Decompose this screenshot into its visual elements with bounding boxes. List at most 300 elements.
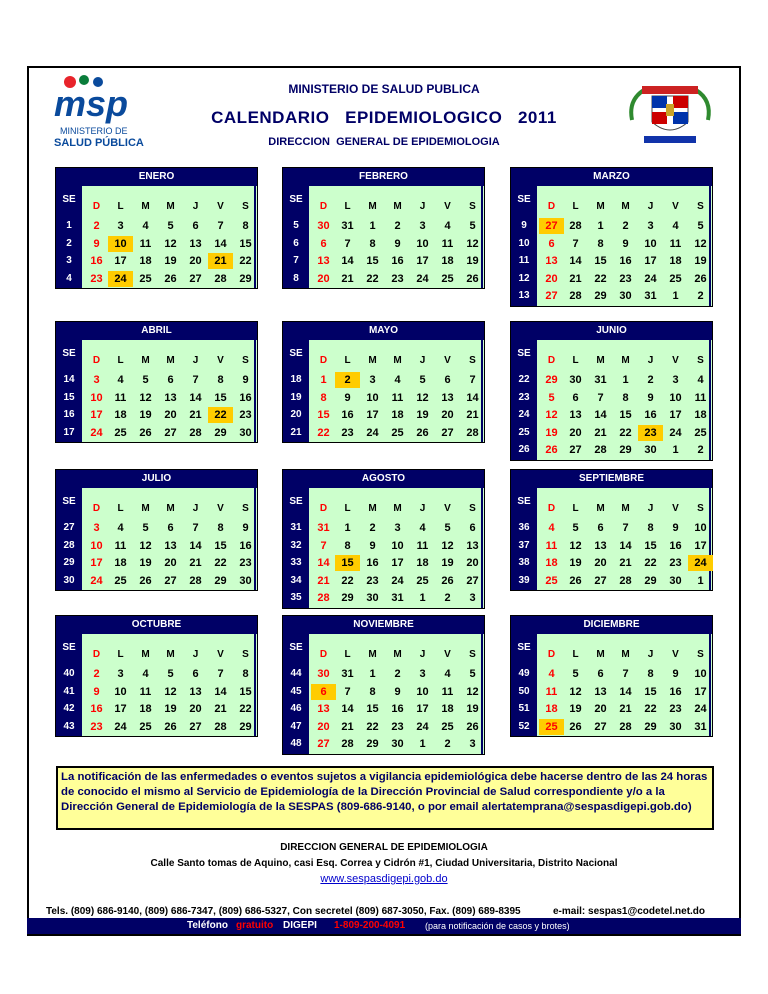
week-number: 23 bbox=[518, 391, 530, 403]
week-row bbox=[511, 407, 712, 423]
week-row bbox=[56, 538, 257, 554]
week-number: 8 bbox=[293, 272, 299, 284]
day-cell: 4 bbox=[419, 522, 426, 534]
day-cell: 2 bbox=[647, 374, 654, 386]
day-cell: 13 bbox=[569, 409, 582, 421]
day-cell: 20 bbox=[594, 703, 607, 715]
week-number: 33 bbox=[290, 557, 302, 568]
day-cell: 9 bbox=[672, 522, 679, 534]
day-cell: 1 bbox=[344, 522, 351, 534]
week-row bbox=[283, 719, 484, 735]
day-cell: 28 bbox=[594, 444, 607, 456]
week-row bbox=[511, 666, 712, 682]
day-cell: 6 bbox=[572, 391, 579, 404]
day-cell: 25 bbox=[416, 574, 429, 587]
day-header: S bbox=[697, 649, 704, 660]
day-cell: 13 bbox=[164, 391, 177, 404]
svg-text:msp: msp bbox=[54, 83, 129, 124]
month-name: MAYO bbox=[283, 322, 484, 340]
day-cell: 26 bbox=[466, 720, 479, 733]
day-cell: 25 bbox=[114, 426, 127, 439]
day-cell: 21 bbox=[466, 409, 479, 421]
day-cell: 26 bbox=[139, 426, 152, 439]
day-cell: 15 bbox=[366, 255, 379, 267]
day-cell: 20 bbox=[189, 703, 202, 715]
day-cell: 9 bbox=[93, 237, 100, 250]
week-number: 40 bbox=[63, 668, 75, 679]
week-row bbox=[511, 425, 712, 441]
notice-box: La notificación de las enfermedades o eventos sujetos a vigilancia epidemiológica debe hacerse dentro de las 24 horas de conocido el mismo al Servicio de Epidemiología de la Dirección Provincial de Salud correspondiente y/o a la Dirección General de Epidemiología de la SESPAS (809-686-9140, o por email alertatemprana@sespasdigepi.gob.do) bbox=[56, 766, 714, 830]
week-row bbox=[511, 538, 712, 554]
day-header: M bbox=[393, 355, 402, 366]
day-cell: 20 bbox=[441, 409, 454, 421]
day-cell: 28 bbox=[619, 720, 632, 733]
month-name: ENERO bbox=[56, 168, 257, 186]
day-cell: 1 bbox=[672, 444, 679, 456]
day-cell: 5 bbox=[167, 220, 174, 232]
week-row bbox=[511, 573, 712, 589]
week-row bbox=[511, 555, 712, 571]
day-header: D bbox=[92, 503, 101, 514]
day-header: D bbox=[319, 201, 328, 212]
week-number: 43 bbox=[63, 720, 75, 732]
day-cell: 16 bbox=[239, 391, 252, 404]
day-cell: 22 bbox=[619, 426, 632, 439]
day-cell: 11 bbox=[391, 391, 404, 404]
day-header-row bbox=[56, 501, 257, 517]
day-cell: 23 bbox=[341, 426, 354, 439]
day-cell: 12 bbox=[569, 685, 582, 698]
day-header: S bbox=[242, 649, 249, 660]
day-header: D bbox=[92, 355, 101, 366]
day-cell: 23 bbox=[391, 272, 404, 285]
week-number: 35 bbox=[290, 592, 302, 603]
week-row bbox=[283, 425, 484, 441]
week-row bbox=[56, 372, 257, 388]
day-cell: 21 bbox=[208, 253, 233, 269]
week-number: 41 bbox=[63, 685, 75, 697]
day-cell: 19 bbox=[466, 255, 479, 267]
day-cell: 4 bbox=[394, 374, 401, 386]
day-cell: 21 bbox=[569, 272, 582, 285]
day-cell: 2 bbox=[697, 444, 704, 456]
day-header: L bbox=[117, 649, 124, 660]
day-cell: 28 bbox=[341, 738, 354, 750]
day-cell: 24 bbox=[90, 426, 103, 439]
day-cell: 13 bbox=[594, 539, 607, 552]
day-header: S bbox=[469, 503, 476, 514]
day-header: V bbox=[217, 503, 224, 514]
week-row bbox=[56, 573, 257, 589]
day-header: M bbox=[621, 201, 630, 212]
day-cell: 2 bbox=[394, 668, 401, 680]
day-cell: 26 bbox=[441, 574, 454, 587]
day-header: J bbox=[192, 355, 199, 366]
day-cell: 7 bbox=[469, 374, 476, 386]
day-cell: 4 bbox=[444, 668, 451, 680]
day-cell: 25 bbox=[114, 574, 127, 587]
day-cell: 16 bbox=[619, 255, 632, 267]
day-cell: 14 bbox=[619, 685, 632, 698]
week-number: 1 bbox=[66, 220, 72, 231]
week-row bbox=[56, 555, 257, 571]
day-cell: 9 bbox=[369, 539, 376, 552]
day-cell: 15 bbox=[366, 703, 379, 715]
svg-text:MINISTERIO DE: MINISTERIO DE bbox=[60, 126, 128, 136]
month-octubre bbox=[55, 615, 258, 737]
day-cell: 31 bbox=[644, 290, 657, 302]
day-cell: 3 bbox=[647, 220, 654, 232]
week-number: 13 bbox=[518, 290, 530, 301]
day-cell: 18 bbox=[139, 703, 152, 715]
day-cell: 14 bbox=[189, 391, 202, 404]
week-row bbox=[56, 407, 257, 423]
day-cell: 25 bbox=[139, 272, 152, 285]
day-cell: 18 bbox=[441, 255, 454, 267]
day-cell: 28 bbox=[466, 426, 479, 439]
month-abril bbox=[55, 321, 258, 443]
day-header: L bbox=[572, 649, 579, 660]
day-header: M bbox=[166, 503, 175, 514]
day-cell: 1 bbox=[320, 374, 327, 386]
week-number: 20 bbox=[290, 409, 302, 420]
week-row bbox=[511, 288, 712, 304]
week-number: 47 bbox=[290, 720, 302, 732]
day-cell: 17 bbox=[416, 703, 429, 715]
day-header: D bbox=[319, 355, 328, 366]
day-cell: 27 bbox=[466, 574, 479, 587]
day-cell: 17 bbox=[644, 255, 657, 267]
day-header: J bbox=[647, 355, 654, 366]
day-cell: 3 bbox=[394, 522, 401, 534]
day-header: M bbox=[393, 201, 402, 212]
se-label: SE bbox=[289, 348, 303, 359]
day-cell: 14 bbox=[317, 557, 330, 569]
day-cell: 29 bbox=[644, 574, 657, 587]
day-cell: 21 bbox=[619, 557, 632, 569]
day-cell: 11 bbox=[545, 685, 558, 698]
day-cell: 10 bbox=[669, 391, 682, 404]
footer-address: Calle Santo tomas de Aquino, casi Esq. Correa y Cidrón #1, Ciudad Universitaria, Distrito Nacional bbox=[150, 858, 618, 869]
day-header: L bbox=[344, 355, 351, 366]
day-cell: 24 bbox=[108, 271, 133, 287]
day-cell: 11 bbox=[441, 237, 454, 250]
week-number: 7 bbox=[293, 255, 299, 266]
day-cell: 24 bbox=[644, 272, 657, 285]
day-cell: 22 bbox=[317, 426, 330, 439]
day-cell: 1 bbox=[419, 738, 426, 750]
day-cell: 25 bbox=[539, 719, 564, 735]
week-number: 51 bbox=[518, 703, 530, 714]
day-cell: 8 bbox=[647, 522, 654, 534]
month-name: JULIO bbox=[56, 470, 257, 488]
day-header: L bbox=[117, 355, 124, 366]
ministry-heading: MINISTERIO DE SALUD PUBLICA bbox=[288, 82, 480, 96]
day-cell: 16 bbox=[239, 539, 252, 552]
week-row bbox=[511, 442, 712, 458]
day-cell: 27 bbox=[594, 720, 607, 733]
day-header: S bbox=[697, 355, 704, 366]
week-row bbox=[283, 684, 484, 700]
day-cell: 13 bbox=[164, 539, 177, 552]
week-number: 12 bbox=[518, 272, 530, 284]
day-header-row bbox=[511, 199, 712, 215]
day-cell: 30 bbox=[569, 374, 582, 386]
day-cell: 16 bbox=[669, 685, 682, 698]
day-cell: 26 bbox=[416, 426, 429, 439]
week-row bbox=[283, 555, 484, 571]
day-header-row bbox=[56, 199, 257, 215]
day-cell: 7 bbox=[217, 220, 224, 232]
day-cell: 12 bbox=[441, 539, 454, 552]
day-cell: 9 bbox=[622, 237, 629, 250]
week-row bbox=[511, 719, 712, 735]
month-name: AGOSTO bbox=[283, 470, 484, 488]
day-cell: 21 bbox=[189, 557, 202, 569]
day-cell: 30 bbox=[317, 220, 330, 232]
day-cell: 30 bbox=[366, 592, 379, 604]
week-row bbox=[511, 253, 712, 269]
day-cell: 8 bbox=[242, 668, 249, 680]
day-cell: 6 bbox=[548, 237, 555, 250]
week-number: 22 bbox=[518, 374, 530, 385]
day-header: M bbox=[141, 649, 150, 660]
day-cell: 5 bbox=[469, 220, 476, 232]
day-cell: 15 bbox=[214, 539, 227, 552]
se-label: SE bbox=[289, 496, 303, 507]
day-header: J bbox=[192, 503, 199, 514]
week-row bbox=[56, 218, 257, 234]
bar-hotline-number: 1-809-200-4091 bbox=[334, 920, 406, 931]
day-cell: 21 bbox=[341, 720, 354, 733]
day-cell: 8 bbox=[597, 237, 604, 250]
day-cell: 19 bbox=[694, 255, 707, 267]
month-febrero bbox=[282, 167, 485, 289]
day-cell: 4 bbox=[142, 668, 149, 680]
day-cell: 3 bbox=[93, 374, 100, 386]
day-cell: 20 bbox=[317, 272, 330, 285]
day-cell: 6 bbox=[192, 220, 199, 232]
day-cell: 12 bbox=[139, 391, 152, 404]
bar-gratuito: gratuito bbox=[236, 920, 274, 931]
day-cell: 23 bbox=[239, 409, 252, 421]
day-cell: 22 bbox=[208, 407, 233, 423]
day-cell: 4 bbox=[697, 374, 704, 386]
day-cell: 3 bbox=[117, 668, 124, 680]
day-cell: 16 bbox=[341, 409, 354, 421]
day-cell: 11 bbox=[139, 685, 152, 698]
day-header: D bbox=[547, 649, 556, 660]
day-cell: 24 bbox=[391, 574, 404, 587]
week-row bbox=[56, 701, 257, 717]
day-cell: 8 bbox=[217, 374, 224, 386]
day-cell: 25 bbox=[694, 426, 707, 439]
day-cell: 3 bbox=[672, 374, 679, 386]
day-header-row bbox=[283, 353, 484, 369]
week-row bbox=[283, 538, 484, 554]
day-cell: 1 bbox=[369, 220, 376, 232]
day-header: J bbox=[419, 503, 426, 514]
week-row bbox=[283, 236, 484, 252]
day-cell: 25 bbox=[545, 574, 558, 587]
day-cell: 31 bbox=[594, 374, 607, 386]
bar-note: (para notificación de casos y brotes) bbox=[425, 921, 570, 931]
day-cell: 29 bbox=[341, 592, 354, 604]
day-cell: 18 bbox=[391, 409, 404, 421]
day-cell: 3 bbox=[469, 592, 476, 604]
day-cell: 14 bbox=[341, 255, 354, 267]
day-cell: 8 bbox=[320, 391, 327, 404]
day-cell: 26 bbox=[694, 272, 707, 285]
day-cell: 5 bbox=[419, 374, 426, 386]
day-cell: 19 bbox=[139, 557, 152, 569]
day-cell: 19 bbox=[441, 557, 454, 569]
day-cell: 3 bbox=[93, 522, 100, 534]
day-cell: 23 bbox=[239, 557, 252, 569]
day-cell: 30 bbox=[619, 290, 632, 302]
week-row bbox=[283, 666, 484, 682]
day-cell: 11 bbox=[139, 237, 152, 250]
day-cell: 25 bbox=[139, 720, 152, 733]
day-cell: 2 bbox=[369, 522, 376, 534]
week-number: 31 bbox=[290, 522, 302, 533]
day-cell: 3 bbox=[419, 668, 426, 680]
day-cell: 13 bbox=[441, 391, 454, 404]
week-row bbox=[56, 666, 257, 682]
day-cell: 27 bbox=[545, 290, 558, 302]
day-cell: 12 bbox=[139, 539, 152, 552]
day-header: V bbox=[444, 503, 451, 514]
footer-website-link[interactable]: www.sespasdigepi.gob.do bbox=[320, 873, 448, 885]
week-row bbox=[511, 372, 712, 388]
day-cell: 2 bbox=[444, 592, 451, 604]
day-cell: 27 bbox=[164, 574, 177, 587]
day-cell: 31 bbox=[341, 220, 354, 232]
day-cell: 27 bbox=[189, 720, 202, 733]
day-cell: 24 bbox=[90, 574, 103, 587]
day-header: M bbox=[596, 503, 605, 514]
day-cell: 28 bbox=[317, 592, 330, 604]
day-cell: 12 bbox=[466, 237, 479, 250]
day-header: J bbox=[419, 355, 426, 366]
day-cell: 13 bbox=[594, 685, 607, 698]
day-cell: 20 bbox=[545, 272, 558, 285]
day-cell: 18 bbox=[545, 557, 558, 569]
day-cell: 29 bbox=[644, 720, 657, 733]
month-name: MARZO bbox=[511, 168, 712, 186]
day-cell: 26 bbox=[139, 574, 152, 587]
day-cell: 14 bbox=[466, 391, 479, 404]
week-number: 45 bbox=[290, 685, 302, 697]
day-header-row bbox=[511, 647, 712, 663]
day-header-row bbox=[283, 647, 484, 663]
day-header: L bbox=[344, 649, 351, 660]
month-marzo bbox=[510, 167, 713, 307]
day-cell: 15 bbox=[317, 409, 330, 421]
day-cell: 9 bbox=[344, 391, 351, 404]
week-row bbox=[511, 271, 712, 287]
day-cell: 30 bbox=[239, 574, 252, 587]
week-row bbox=[283, 520, 484, 536]
day-cell: 20 bbox=[189, 255, 202, 267]
day-cell: 9 bbox=[242, 374, 249, 386]
se-label: SE bbox=[289, 194, 303, 205]
day-cell: 27 bbox=[594, 574, 607, 587]
day-cell: 7 bbox=[217, 668, 224, 680]
day-cell: 1 bbox=[369, 668, 376, 680]
day-cell: 18 bbox=[114, 409, 127, 421]
week-row bbox=[283, 736, 484, 752]
day-cell: 25 bbox=[669, 272, 682, 285]
day-header: L bbox=[344, 201, 351, 212]
day-cell: 15 bbox=[644, 539, 657, 552]
day-cell: 30 bbox=[669, 720, 682, 733]
day-cell: 19 bbox=[569, 557, 582, 569]
week-number: 32 bbox=[290, 539, 302, 551]
day-cell: 14 bbox=[214, 685, 227, 698]
day-cell: 19 bbox=[164, 703, 177, 715]
day-header-row bbox=[56, 647, 257, 663]
week-number: 30 bbox=[63, 574, 75, 586]
day-header: M bbox=[166, 355, 175, 366]
day-cell: 4 bbox=[548, 668, 555, 680]
day-header: D bbox=[92, 649, 101, 660]
day-header: M bbox=[596, 355, 605, 366]
day-cell: 10 bbox=[108, 236, 133, 252]
day-header: J bbox=[419, 201, 426, 212]
week-row bbox=[283, 701, 484, 717]
day-header: L bbox=[117, 201, 124, 212]
week-number: 52 bbox=[518, 720, 530, 732]
month-name: OCTUBRE bbox=[56, 616, 257, 634]
day-cell: 15 bbox=[619, 409, 632, 421]
day-cell: 5 bbox=[142, 374, 149, 386]
day-header: L bbox=[572, 201, 579, 212]
week-number: 17 bbox=[63, 426, 75, 438]
week-row bbox=[56, 425, 257, 441]
day-header: M bbox=[141, 355, 150, 366]
day-cell: 7 bbox=[192, 374, 199, 386]
day-cell: 17 bbox=[114, 255, 127, 267]
day-cell: 5 bbox=[697, 220, 704, 232]
day-cell: 24 bbox=[688, 555, 713, 571]
day-cell: 24 bbox=[416, 720, 429, 733]
day-cell: 29 bbox=[545, 374, 558, 386]
day-cell: 8 bbox=[344, 539, 351, 552]
day-cell: 23 bbox=[619, 272, 632, 285]
hotline-bar bbox=[27, 918, 741, 934]
day-cell: 12 bbox=[569, 539, 582, 552]
day-cell: 13 bbox=[189, 237, 202, 250]
day-header: S bbox=[469, 649, 476, 660]
month-name: SEPTIEMBRE bbox=[511, 470, 712, 488]
day-cell: 14 bbox=[214, 237, 227, 250]
day-header-row bbox=[283, 501, 484, 517]
month-name: JUNIO bbox=[511, 322, 712, 340]
day-cell: 6 bbox=[444, 374, 451, 386]
day-cell: 29 bbox=[594, 290, 607, 302]
day-cell: 23 bbox=[366, 574, 379, 587]
week-number: 24 bbox=[518, 409, 530, 420]
day-cell: 18 bbox=[416, 557, 429, 569]
day-cell: 20 bbox=[317, 720, 330, 733]
month-name: DICIEMBRE bbox=[511, 616, 712, 634]
day-header: V bbox=[444, 649, 451, 660]
day-header: S bbox=[469, 201, 476, 212]
week-number: 6 bbox=[293, 237, 299, 249]
week-number: 28 bbox=[63, 539, 75, 551]
day-header: L bbox=[572, 355, 579, 366]
